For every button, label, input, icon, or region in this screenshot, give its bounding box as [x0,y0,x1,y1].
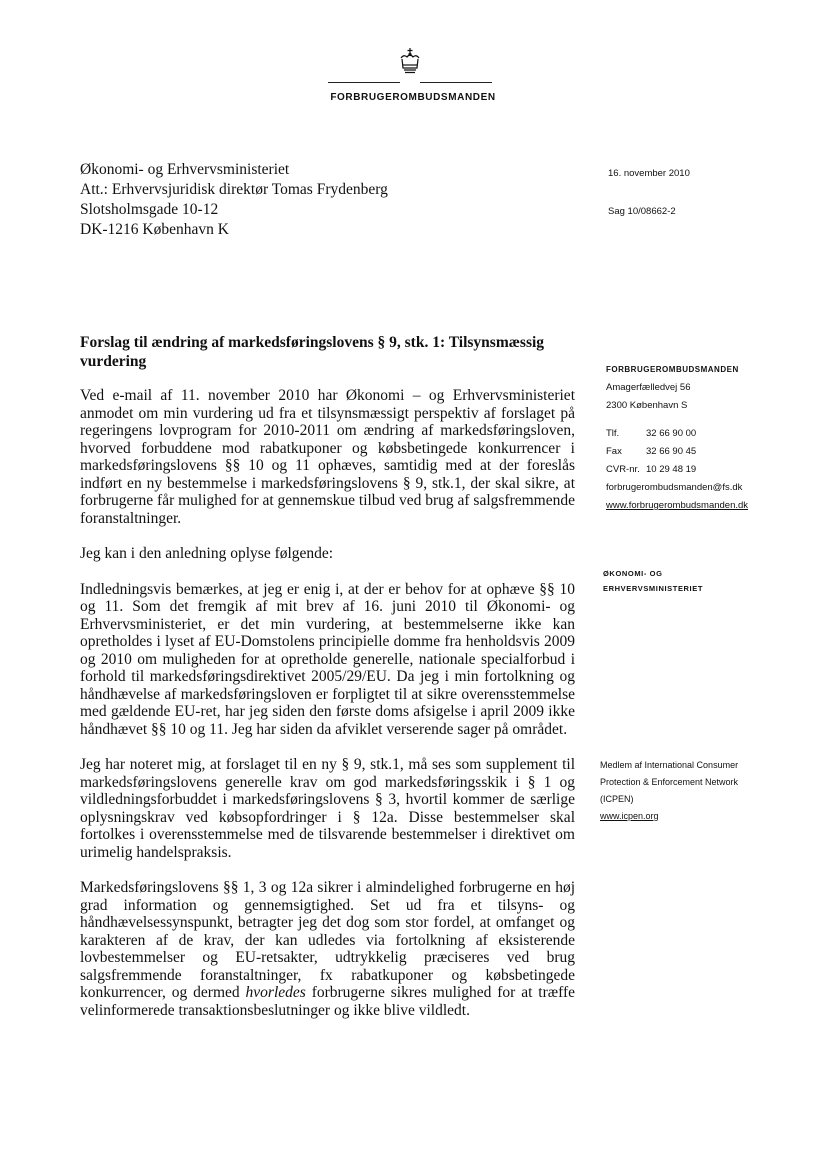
letter-date: 16. november 2010 [608,168,690,179]
case-number: Sag 10/08662-2 [608,206,676,217]
letterhead-rule-right [420,82,492,83]
sender-phone [606,425,748,443]
fax-label: Fax [606,446,622,457]
sender-cvr [606,461,748,479]
body-paragraph [80,879,575,1019]
sender-org-name: FORBRUGEROMBUDSMANDEN [606,365,739,374]
phone-value: 32 66 90 00 [646,428,697,439]
icpen-website-link[interactable]: www.icpen.org [600,811,659,821]
sender-email[interactable]: forbrugerombudsmanden@fs.dk [606,482,743,493]
ministry-block [603,566,703,596]
crown-icon [395,46,425,76]
recipient-line: Att.: Erhvervsjuridisk direktør Tomas Frydenberg [80,181,388,198]
cvr-label: CVR-nr. [606,464,640,475]
body-paragraph: Jeg kan i den anledning oplyse følgende: [80,545,334,562]
ministry-line: ØKONOMI- OG [603,569,663,578]
membership-line: Medlem af International Consumer [600,760,739,770]
recipient-line: DK-1216 København K [80,221,229,238]
sender-city: 2300 København S [606,400,688,411]
sender-fax [606,443,748,461]
sender-website-link[interactable]: www.forbrugerombudsmanden.dk [606,500,749,511]
membership-line: Protection & Enforcement Network [600,777,739,787]
recipient-line: Økonomi- og Erhvervsministeriet [80,161,290,178]
phone-label: Tlf. [606,428,620,439]
body-text: Markedsføringslovens §§ 1, 3 og 12a sikrer i almindelighed forbrugerne en høj grad information og gennemsigtighed. Set ud fra et tilsyns- og håndhævelsessynspunkt, betragter jeg det dog som stor fordel, at omfanget og karakteren af de krav, der kan udledes via fortolkning af eksisterende lovbestemmelser og EU-retsakter, udtrykkelig præciseres ved brug salgsfremmende foranstaltninger, fx rabatkuponer og købsbetingede konkurrencer, og dermed [80,879,575,1001]
sender-street: Amagerfælledvej 56 [606,382,691,393]
letterhead-rule-left [328,82,400,83]
fax-value: 32 66 90 45 [646,446,697,457]
recipient-address [80,160,388,240]
body-paragraph: Ved e-mail af 11. november 2010 har Økonomi – og Erhvervsministeriet anmodet om min vurdering ud fra et tilsynsmæssigt perspektiv af forslaget på regeringens lovprogram for 2010-2011 om ændring af markedsføringsloven, hvorved forbuddene mod rabatkuponer og købsbetingede konkurrencer i markedsføringslovens §§ 10 og 11 ophæves, samtidig med at der foreslås indført en ny bestemmelse i markedsføringslovens § 9, stk.1, der skal sikre, at forbrugerne får mulighed for at gennemskue tilbud ved brug af salgsfremmende foranstaltninger. [80,387,575,527]
body-paragraph: Jeg har noteret mig, at forslaget til en ny § 9, stk.1, må ses som supplement til markedsføringslovens generelle krav om god markedsføringsskik i § 1 og vildledningsforbuddet i markedsføringslovens § 3, hvortil kommer de særlige oplysningskrav ved købsopfordringer i § 12a. Disse bestemmelser skal fortolkes i overensstemmelse med de tilsvarende bestemmelser i direktivet om urimelig handelspraksis. [80,756,575,861]
letterhead-org-name: FORBRUGEROMBUDSMANDEN [330,92,496,103]
cvr-value: 10 29 48 19 [646,464,697,475]
body-emphasis: hvorledes [245,984,306,1001]
letter-subject: Forslag til ændring af markedsføringslovens § 9, stk. 1: Tilsynsmæssig vurdering [80,334,545,370]
recipient-line: Slotsholmsgade 10-12 [80,201,219,218]
membership-line: (ICPEN) [600,794,634,804]
body-paragraph: Indledningsvis bemærkes, at jeg er enig i, at der er behov for at ophæve §§ 10 og 11. Som det fremgik af mit brev af 16. juni 2010 til Økonomi- og Erhvervsministeriet, er det min vurdering, at bestemmelserne ikke kan opretholdes i lyset af EU-Domstolens principielle domme fra henholdsvis 2009 og 2010 om muligheden for at opretholde generelle, nationale specialforbud i forhold til markedsføringsdirektivet 2005/29/EU. Da jeg i min fortolkning og håndhævelse af markedsføringsloven er forpligtet til at sikre overensstemmelse med gældende EU-ret, har jeg siden den første doms afsigelse i april 2009 ikke håndhævet §§ 10 og 11. Jeg har siden da afviklet verserende sager på området. [80,580,575,738]
body-text: forbrugerne sikres mulighed for at træffe velinformerede transaktionsbeslutninger og ikke blive vildledt. [80,984,575,1019]
sender-info [606,361,748,515]
letter-body [80,387,575,1037]
ministry-line: ERHVERVSMINISTERIET [603,584,704,593]
membership-block [600,757,738,825]
